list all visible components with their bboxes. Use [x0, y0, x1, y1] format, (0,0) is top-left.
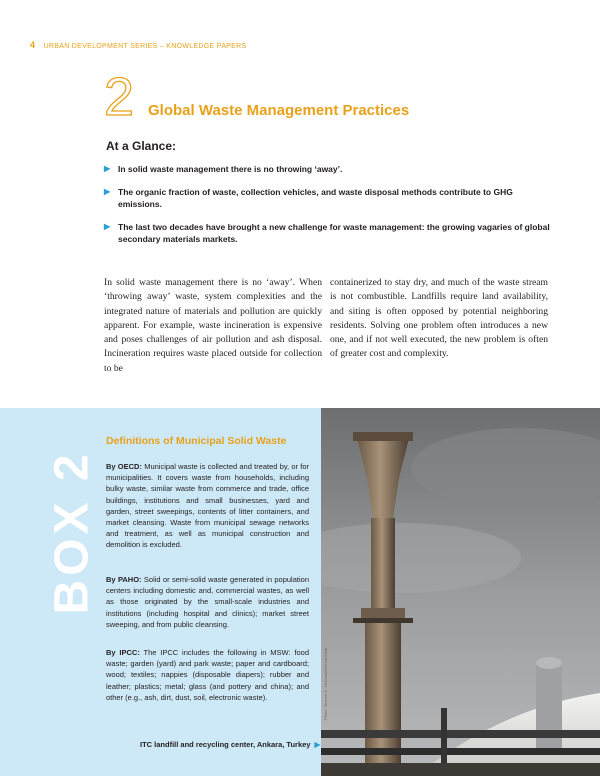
definition-text: Solid or semi-solid waste generated in population centers including domestic and, commercial wastes, as well as those originated by the small-scale industries and institutions (including hospital and clinics); market street sweeping, and from public cleansing.	[106, 575, 309, 629]
running-head	[30, 40, 246, 50]
photo-incinerator-stack	[321, 408, 600, 776]
definition-text: Municipal waste is collected and treated by, or for municipalities. It covers waste from households, including bulky waste, similar waste from commerce and trade, office buildings, institutions and small businesses, yard and garden, street sweepings, contents of litter containers, and market cleansing. Waste from municipal sewage networks and treatment, as well as municipal construction and demolition is excluded.	[106, 462, 309, 550]
photo-credit	[323, 640, 335, 720]
list-item	[104, 186, 554, 211]
pipe	[321, 730, 600, 738]
definition-source: By OECD:	[106, 462, 142, 471]
silo	[536, 663, 562, 753]
at-a-glance-list	[104, 163, 554, 256]
chapter-title: Global Waste Management Practices	[148, 102, 410, 119]
body-column-right: containerized to stay dry, and much of the waste stream is not combustible. Landfills require land availability, and siting is often opposed by potential neighboring residents. Solving one problem often introduces a new one, and if not well executed, the new problem is often of greater cost and complexity.	[330, 277, 548, 360]
bullet-arrow-icon: ▶	[104, 186, 111, 196]
list-item-text: In solid waste management there is no throwing ‘away’.	[118, 164, 343, 174]
bullet-arrow-icon: ▶	[104, 164, 111, 173]
page-number: 4	[30, 40, 36, 50]
definition-ipcc	[106, 647, 309, 703]
pipe	[321, 748, 600, 755]
series-title: URBAN DEVELOPMENT SERIES – KNOWLEDGE PAPERS	[43, 43, 247, 50]
list-item	[104, 221, 554, 246]
stack-column	[371, 518, 395, 613]
ground	[321, 763, 600, 776]
platform-rail	[353, 618, 413, 623]
list-item-text: The last two decades have brought a new challenge for waste management: the growing vagaries of global secondary materials markets.	[118, 221, 550, 244]
definition-source: By PAHO:	[106, 575, 142, 584]
box-label-text: BOX 2	[45, 450, 99, 615]
caption-arrow-icon: ▶	[314, 740, 321, 749]
box-label	[42, 425, 102, 640]
chapter-number: 2	[104, 67, 135, 127]
definition-source: By IPCC:	[106, 648, 140, 657]
definition-oecd	[106, 461, 309, 551]
definition-paho	[106, 574, 309, 630]
definition-text: The IPCC includes the following in MSW: food waste; garden (yard) and park waste; paper and cardboard; wood; textiles; nappies (disposable diapers); rubber and leather; plastics; metal; glass (and pottery and china); and other (e.g., ash, dirt, dust, soil, electronic waste).	[106, 648, 310, 702]
at-a-glance-heading: At a Glance:	[106, 139, 177, 153]
bullet-arrow-icon: ▶	[104, 221, 111, 231]
stack-rim	[353, 432, 413, 441]
list-item	[104, 163, 554, 176]
list-item-text: The organic fraction of waste, collection vehicles, and waste disposal methods contribute to GHG emissions.	[118, 186, 513, 209]
body-column-left: In solid waste management there is no ‘away’. When ‘throwing away’ waste, system complexities and the integrated nature of materials and pollution are quickly apparent. For example, waste incineration is expensive and poses challenges of air pollution and ash disposal. Incineration requires waste placed outside for collection to be	[104, 277, 322, 374]
box-title: Definitions of Municipal Solid Waste	[106, 435, 287, 447]
photo-credit-text: Photo: Simone D. McCourtie/World Bank	[323, 647, 328, 720]
silo-top	[536, 657, 562, 669]
photo-caption	[140, 740, 320, 749]
photo-illustration	[321, 408, 600, 776]
body-text	[104, 276, 548, 376]
photo-caption-text: ITC landfill and recycling center, Ankara, Turkey	[140, 740, 311, 749]
